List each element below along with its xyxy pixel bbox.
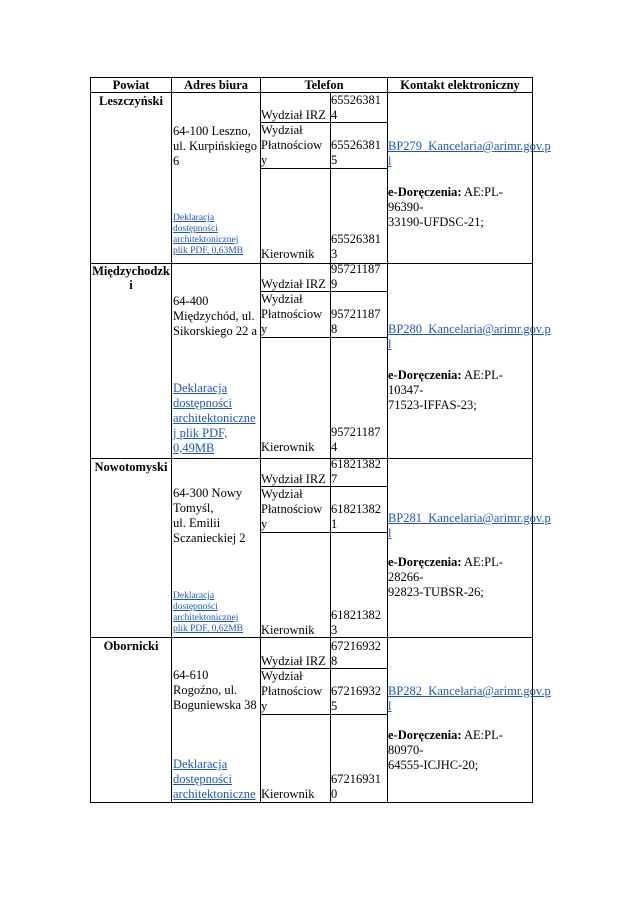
powiat-name: Międzychodzk i xyxy=(92,264,170,292)
header-powiat: Powiat xyxy=(112,78,150,92)
edoreczenia xyxy=(388,368,534,413)
powiat-name: Obornicki xyxy=(103,639,159,653)
phone-dept: Wydział IRZ xyxy=(261,277,326,291)
phone-dept: Kierownik xyxy=(261,623,315,637)
phone-dept: Wydział IRZ xyxy=(261,108,326,122)
table-border xyxy=(171,77,172,803)
edoreczenia xyxy=(388,728,534,773)
phone-number: 65526381 3 xyxy=(331,232,381,261)
header-kontakt: Kontakt elektroniczny xyxy=(400,78,520,92)
phone-number: 95721187 4 xyxy=(331,425,381,454)
phone-number: 65526381 5 xyxy=(331,138,381,167)
declaration-link[interactable]: Deklaracja dostępności architektoniczne xyxy=(173,757,256,801)
edoreczenia xyxy=(388,555,534,600)
edoreczenia-value: AE:PL-10347- 71523-IFFAS-23; xyxy=(388,368,503,412)
phone-dept: Wydział Płatnościow y xyxy=(261,669,323,713)
table-border xyxy=(260,532,387,533)
office-address: 64-100 Leszno, ul. Kurpińskiego 6 xyxy=(173,124,258,168)
email-link[interactable]: BP279_Kancelaria@arimr.gov.p l xyxy=(388,139,551,168)
phone-dept: Kierownik xyxy=(261,440,315,454)
phone-number: 67216931 0 xyxy=(331,772,381,801)
phone-number: 65526381 4 xyxy=(331,93,381,122)
header-telefon: Telefon xyxy=(304,78,344,92)
phone-number: 61821382 3 xyxy=(331,608,381,637)
phone-number: 67216932 8 xyxy=(331,639,381,668)
edoreczenia-label: e-Doręczenia: xyxy=(388,728,462,742)
email-link[interactable]: BP281_Kancelaria@arimr.gov.p l xyxy=(388,511,551,540)
table-border xyxy=(260,337,387,338)
declaration-link[interactable]: Deklaracja dostępności architektoniczne j plik PDF, 0,49MB xyxy=(173,381,256,455)
phone-dept: Kierownik xyxy=(261,787,315,801)
office-address: 64-400 Międzychód, ul. Sikorskiego 22 a xyxy=(173,294,258,338)
office-address: 64-610 Rogoźno, ul. Boguniewska 38 xyxy=(173,668,257,712)
header-adres: Adres biura xyxy=(183,78,248,92)
email-link[interactable]: BP282_Kancelaria@arimr.gov.p l xyxy=(388,684,551,713)
powiat-name: Nowotomyski xyxy=(94,460,168,474)
declaration-link[interactable]: Deklaracja dostępności architektonicznej plik PDF, 0,63MB xyxy=(173,213,243,256)
office-address: 64-300 Nowy Tomyśl, ul. Emilii Sczanieckiej 2 xyxy=(173,486,246,545)
edoreczenia-label: e-Doręczenia: xyxy=(388,368,462,382)
phone-number: 95721187 8 xyxy=(331,307,381,336)
phone-dept: Kierownik xyxy=(261,247,315,261)
table-border xyxy=(90,458,533,459)
edoreczenia-label: e-Doręczenia: xyxy=(388,185,462,199)
phone-number: 61821382 7 xyxy=(331,457,381,486)
phone-dept: Wydział IRZ xyxy=(261,472,326,486)
edoreczenia-label: e-Doręczenia: xyxy=(388,555,462,569)
phone-dept: Wydział Płatnościow y xyxy=(261,292,323,336)
phone-number: 61821382 1 xyxy=(331,502,381,531)
email-link[interactable]: BP280_Kancelaria@arimr.gov.p l xyxy=(388,322,551,351)
edoreczenia xyxy=(388,185,534,230)
table-border xyxy=(260,714,387,715)
edoreczenia-value: AE:PL-96390- 33190-UFDSC-21; xyxy=(388,185,503,229)
table-border xyxy=(90,77,91,803)
phone-dept: Wydział Płatnościow y xyxy=(261,487,323,531)
table-border xyxy=(90,802,533,803)
phone-number: 95721187 9 xyxy=(331,262,381,291)
edoreczenia-value: AE:PL-28266- 92823-TUBSR-26; xyxy=(388,555,503,599)
phone-number: 67216932 5 xyxy=(331,684,381,713)
powiat-name: Leszczyński xyxy=(99,94,163,108)
edoreczenia-value: AE:PL-80970- 64555-ICJHC-20; xyxy=(388,728,503,772)
declaration-link[interactable]: Deklaracja dostępności architektonicznej plik PDF, 0,62MB xyxy=(173,591,243,634)
table-border xyxy=(90,92,533,93)
table-border xyxy=(260,168,387,169)
phone-dept: Wydział Płatnościow y xyxy=(261,123,323,167)
phone-dept: Wydział IRZ xyxy=(261,654,326,668)
